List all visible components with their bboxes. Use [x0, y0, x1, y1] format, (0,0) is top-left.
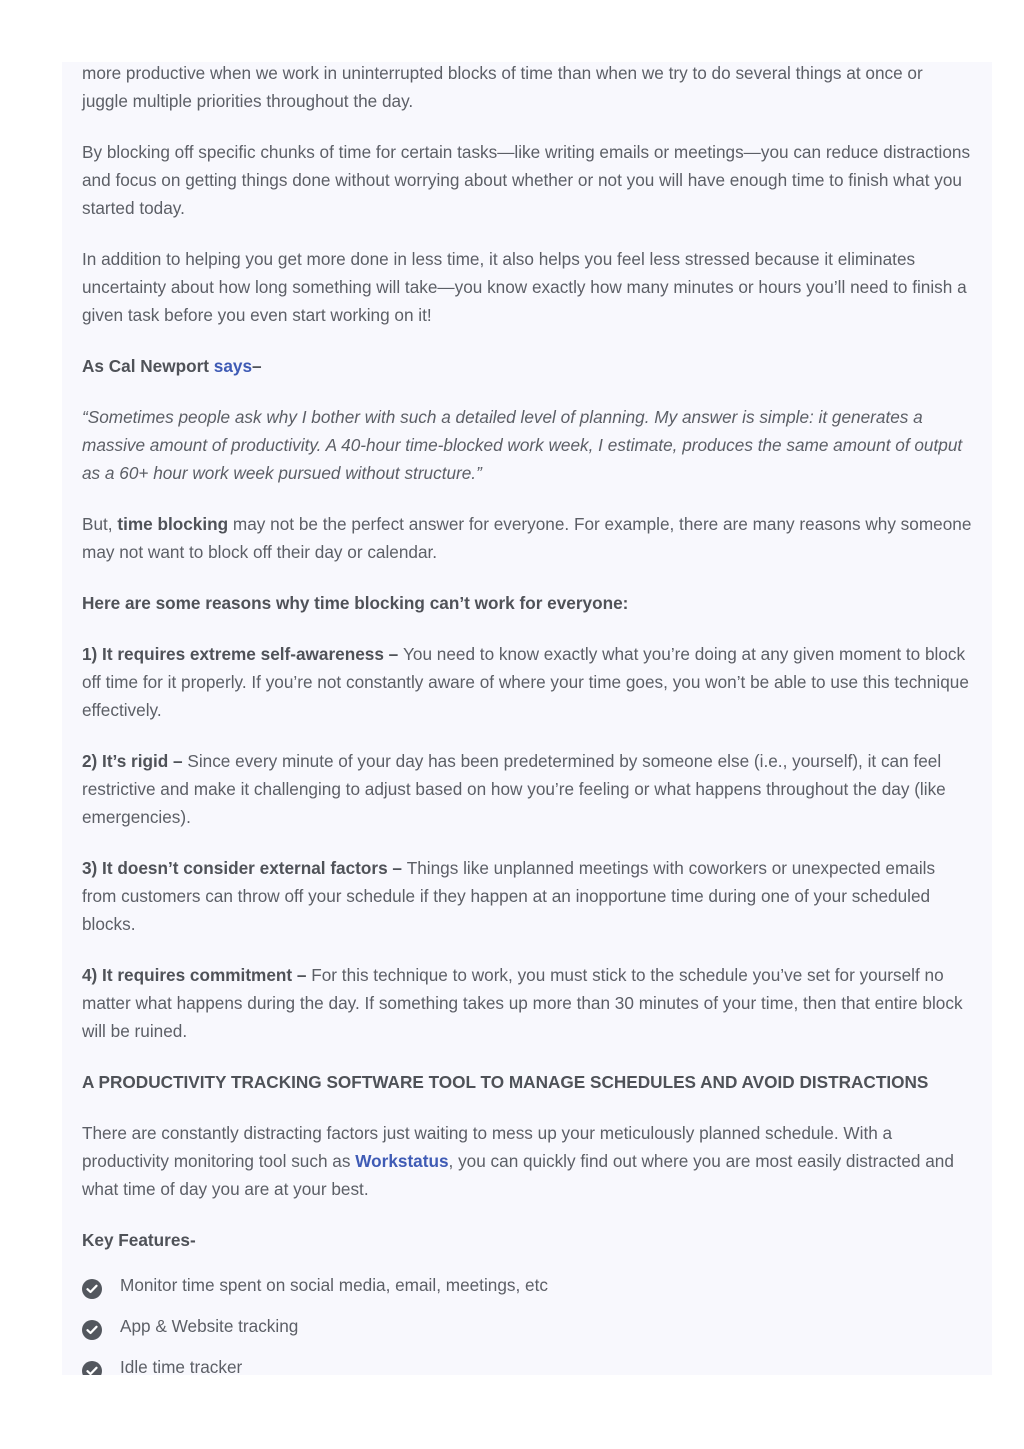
workstatus-link[interactable]: Workstatus [355, 1151, 449, 1171]
feature-item [82, 1312, 972, 1353]
blockquote: “Sometimes people ask why I bother with such a detailed level of planning. My answer is simple: it generates a massive amount of productivity. A 40-hour time-blocked work week, I estimate, produces the same amount of output as a 60+ hour work week pursued without structure.” [82, 407, 963, 483]
paragraph-text: But, [82, 514, 118, 534]
article-panel [62, 62, 992, 1375]
feature-item [82, 1271, 972, 1312]
features-heading: Key Features- [82, 1230, 196, 1250]
paragraph: In addition to helping you get more done in less time, it also helps you feel less stressed because it eliminates uncertainty about how long something will take—you know exactly how many minutes or hours you’ll need to finish a given task before you even start working on it! [82, 249, 967, 325]
reason-title: 2) It’s rigid – [82, 751, 188, 771]
paragraph-text: may not be the perfect answer for everyone. For example, there are many reasons why someone may not want to block off their day or calendar. [82, 514, 972, 562]
reason-text: Since every minute of your day has been predetermined by someone else (i.e., yourself), it can feel restrictive and make it challenging to adjust based on how you’re feeling or what happens throughout the day (like emergencies). [82, 751, 946, 827]
article-body [82, 62, 972, 1375]
paragraph [82, 510, 972, 566]
reason-text: For this technique to work, you must stick to the schedule you’ve set for yourself no matter what happens during the day. If something takes up more than 30 minutes of your time, then that entire block will be ruined. [82, 965, 963, 1041]
check-circle-icon [82, 1320, 102, 1340]
reasons-heading: Here are some reasons why time blocking can’t work for everyone: [82, 593, 629, 613]
reason-item [82, 640, 972, 724]
reason-item [82, 747, 972, 831]
paragraph-text: , you can quickly find out where you are most easily distracted and what time of day you are at your best. [82, 1151, 954, 1199]
says-link[interactable]: says [213, 356, 253, 376]
reason-text: Things like unplanned meetings with coworkers or unexpected emails from customers can throw off your schedule if they happen at an inopportune time during one of your scheduled blocks. [82, 858, 936, 934]
reason-item [82, 854, 972, 938]
attribution-text: As Cal Newport [82, 356, 214, 376]
feature-label: Monitor time spent on social media, email, meetings, etc [120, 1275, 548, 1295]
emphasis-text: time blocking [117, 514, 229, 534]
check-circle-icon [82, 1279, 102, 1299]
reason-title: 4) It requires commitment – [82, 965, 312, 985]
attribution-dash: – [252, 356, 262, 376]
feature-item [82, 1353, 972, 1375]
paragraph-text: There are constantly distracting factors just waiting to mess up your meticulously planned schedule. With a productivity monitoring tool such as [82, 1123, 893, 1171]
quote-attribution [82, 352, 972, 380]
paragraph [82, 1119, 972, 1203]
features-list [82, 1271, 972, 1375]
reason-title: 1) It requires extreme self-awareness – [82, 644, 403, 664]
section-heading: A PRODUCTIVITY TRACKING SOFTWARE TOOL TO MANAGE SCHEDULES AND AVOID DISTRACTIONS [82, 1072, 929, 1092]
reason-item [82, 961, 972, 1045]
reason-text: You need to know exactly what you’re doing at any given moment to block off time for it properly. If you’re not constantly aware of where your time goes, you won’t be able to use this technique effectively. [82, 644, 969, 720]
feature-label: Idle time tracker [120, 1357, 243, 1375]
reason-title: 3) It doesn’t consider external factors – [82, 858, 407, 878]
check-circle-icon [82, 1361, 102, 1375]
paragraph: By blocking off specific chunks of time for certain tasks—like writing emails or meetings—you can reduce distractions and focus on getting things done without worrying about whether or not you will have enough time to finish what you started today. [82, 142, 971, 218]
feature-label: App & Website tracking [120, 1316, 299, 1336]
paragraph: more productive when we work in uninterrupted blocks of time than when we try to do several things at once or juggle multiple priorities throughout the day. [82, 63, 923, 111]
